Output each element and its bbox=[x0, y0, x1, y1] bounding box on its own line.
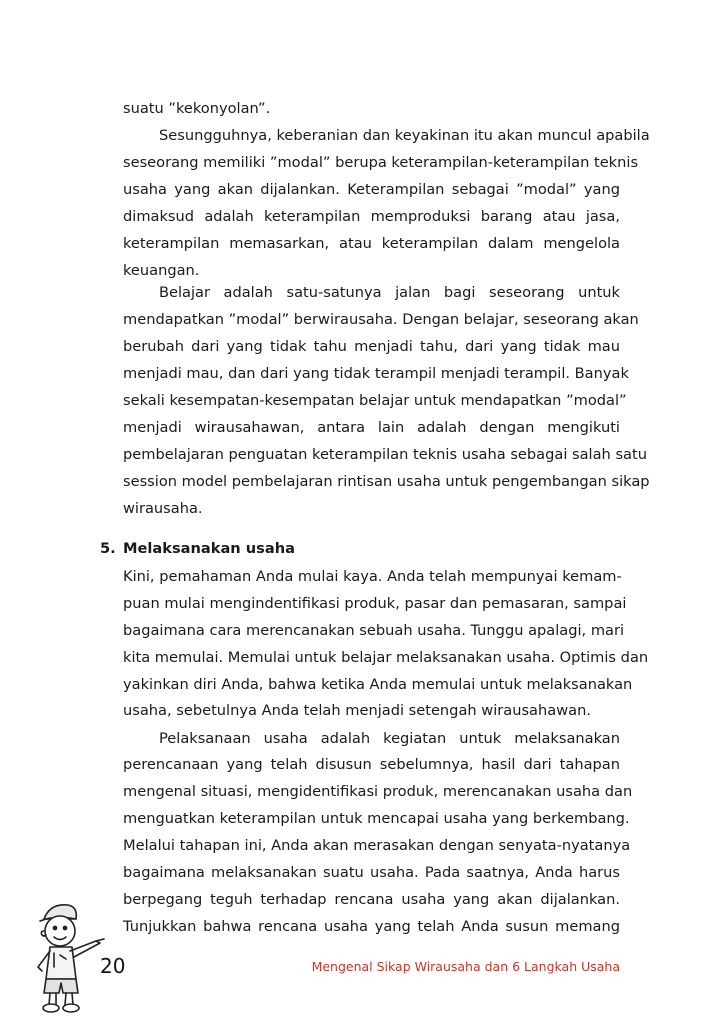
text-line: Pelaksanaan usaha adalah kegiatan untuk melaksanakan bbox=[159, 730, 620, 747]
text-line: sekali kesempatan-kesempatan belajar untuk mendapatkan ”modal” bbox=[123, 392, 627, 409]
text-line: Kini, pemahaman Anda mulai kaya. Anda telah mempunyai kemam- bbox=[123, 568, 622, 585]
text-line: berubah dari yang tidak tahu menjadi tahu, dari yang tidak mau bbox=[123, 338, 620, 355]
text-line: keterampilan memasarkan, atau keterampilan dalam mengelola bbox=[123, 235, 620, 252]
text-line: puan mulai mengindentifikasi produk, pasar dan pemasaran, sampai bbox=[123, 595, 627, 612]
text-line: Tunjukkan bahwa rencana usaha yang telah Anda susun memang bbox=[123, 918, 620, 935]
section-number: 5. bbox=[100, 540, 116, 557]
text-line: session model pembelajaran rintisan usaha untuk pengembangan sikap bbox=[123, 473, 650, 490]
text-line: bagaimana melaksanakan suatu usaha. Pada saatnya, Anda harus bbox=[123, 864, 620, 881]
text-line: menguatkan keterampilan untuk mencapai usaha yang berkembang. bbox=[123, 810, 630, 827]
text-line: usaha, sebetulnya Anda telah menjadi setengah wirausahawan. bbox=[123, 702, 591, 719]
text-line: menjadi mau, dan dari yang tidak terampil menjadi terampil. Banyak bbox=[123, 365, 629, 382]
text-line: menjadi wirausahawan, antara lain adalah dengan mengikuti bbox=[123, 419, 620, 436]
text-line: yakinkan diri Anda, bahwa ketika Anda memulai untuk melaksanakan bbox=[123, 676, 633, 693]
text-line: suatu ”kekonyolan”. bbox=[123, 100, 271, 117]
text-line: mengenal situasi, mengidentifikasi produk, merencanakan usaha dan bbox=[123, 783, 633, 800]
text-line: seseorang memiliki ”modal” berupa keterampilan-keterampilan teknis bbox=[123, 154, 639, 171]
section-heading bbox=[100, 539, 295, 559]
book-title: Mengenal Sikap Wirausaha dan 6 Langkah Usaha bbox=[311, 959, 620, 974]
text-line: Belajar adalah satu-satunya jalan bagi seseorang untuk bbox=[159, 284, 620, 301]
text-line: Melalui tahapan ini, Anda akan merasakan dengan senyata-nyatanya bbox=[123, 837, 631, 854]
section-title: Melaksanakan usaha bbox=[123, 540, 295, 557]
text-line: mendapatkan ”modal” berwirausaha. Dengan belajar, seseorang akan bbox=[123, 311, 639, 328]
text-line: Sesungguhnya, keberanian dan keyakinan itu akan muncul apabila bbox=[159, 127, 650, 144]
text-line: wirausaha. bbox=[123, 500, 203, 517]
text-line: pembelajaran penguatan keterampilan teknis usaha sebagai salah satu bbox=[123, 446, 647, 463]
page-number: 20 bbox=[100, 954, 126, 978]
text-line: perencanaan yang telah disusun sebelumnya, hasil dari tahapan bbox=[123, 756, 620, 773]
text-line: usaha yang akan dijalankan. Keterampilan sebagai ”modal” yang bbox=[123, 181, 620, 198]
text-line: bagaimana cara merencanakan sebuah usaha. Tunggu apalagi, mari bbox=[123, 622, 625, 639]
text-line: keuangan. bbox=[123, 262, 200, 279]
text-line: dimaksud adalah keterampilan memproduksi barang atau jasa, bbox=[123, 208, 620, 225]
text-line: berpegang teguh terhadap rencana usaha yang akan dijalankan. bbox=[123, 891, 620, 908]
text-line: kita memulai. Memulai untuk belajar melaksanakan usaha. Optimis dan bbox=[123, 649, 649, 666]
